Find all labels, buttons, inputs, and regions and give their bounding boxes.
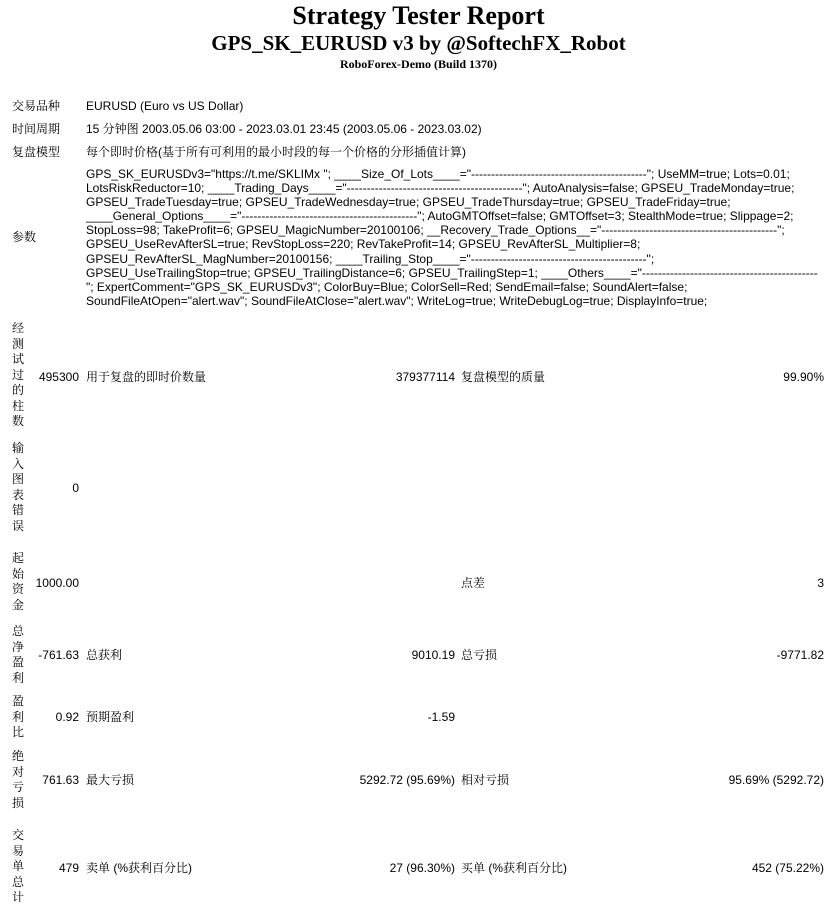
stat-label: 总净盈利 bbox=[11, 624, 24, 685]
stat-value-3: 95.69% (5292.72) bbox=[728, 773, 824, 787]
stat-label: 绝对亏损 bbox=[11, 749, 24, 810]
stat-label-3: 总亏损 bbox=[461, 648, 498, 662]
symbol-label: 交易品种 bbox=[12, 99, 61, 113]
stat-label: 盈利比 bbox=[11, 694, 24, 739]
stat-label-2: 预期盈利 bbox=[86, 710, 135, 724]
stat-value: 0.92 bbox=[55, 710, 79, 724]
stat-value-3: 452 (75.22%) bbox=[751, 861, 824, 875]
symbol-value: EURUSD (Euro vs US Dollar) bbox=[86, 99, 244, 113]
model-value: 每个即时价格(基于所有可利用的最小时段的每一个价格的分形插值计算) bbox=[86, 145, 466, 159]
stat-label: 输入图表错误 bbox=[11, 441, 24, 533]
stat-label-3: 点差 bbox=[461, 576, 486, 590]
server-build: RoboForex-Demo (Build 1370) bbox=[339, 57, 498, 71]
stat-value-3: -9771.82 bbox=[776, 648, 824, 662]
stat-value: 1000.00 bbox=[35, 576, 79, 590]
report-title: Strategy Tester Report bbox=[292, 1, 545, 30]
period-value: 15 分钟图 2003.05.06 03:00 - 2023.03.01 23:45 (2003.05.06 - 2023.03.02) bbox=[86, 122, 482, 136]
period-label: 时间周期 bbox=[12, 122, 61, 136]
stat-value-2: -1.59 bbox=[427, 710, 455, 724]
stat-value-2: 379377114 bbox=[395, 370, 455, 384]
stat-value-3: 99.90% bbox=[783, 370, 824, 384]
stat-value-2: 9010.19 bbox=[411, 648, 455, 662]
stat-value: 479 bbox=[58, 861, 79, 875]
params-label: 参数 bbox=[12, 230, 37, 244]
stat-label-3: 相对亏损 bbox=[461, 773, 510, 787]
stat-label-2: 用于复盘的即时价数量 bbox=[86, 370, 207, 384]
stat-label: 经测试过的柱数 bbox=[11, 321, 24, 428]
stat-label-2: 最大亏损 bbox=[86, 773, 135, 787]
model-label: 复盘模型 bbox=[12, 145, 61, 159]
stat-label-2: 卖单 (%获利百分比) bbox=[86, 861, 192, 875]
stat-label: 交易单总计 bbox=[11, 828, 24, 904]
stat-value: 0 bbox=[72, 481, 79, 495]
stat-value-3: 3 bbox=[817, 576, 824, 590]
stat-value: -761.63 bbox=[38, 648, 79, 662]
report-subtitle: GPS_SK_EURUSD v3 by @SoftechFX_Robot bbox=[211, 31, 626, 55]
stat-value-2: 27 (96.30%) bbox=[389, 861, 455, 875]
stat-label: 起始资金 bbox=[11, 551, 24, 612]
stat-label-2: 总获利 bbox=[86, 648, 123, 662]
stat-value: 761.63 bbox=[42, 773, 79, 787]
stat-value-2: 5292.72 (95.69%) bbox=[359, 773, 455, 787]
params-value: GPS_SK_EURUSDv3="https://t.me/SKLIMx "; ____Size_Of_Lots____="--------------------------------------------"; UseMM=true; Lots=0.01; LotsRiskReductor=10; ____Trading_Days____="--------------------------------------------"; AutoAnalysis=false; GPSEU_TradeMonday=true; GPSEU_TradeTuesday=true; GPSEU_TradeWednesday=true; GPSEU_TradeThursday=true; GPSEU_TradeFriday=true; ____General_Options____="--------------------------------------------"; AutoGMTOffset=false; GMTOffset=3; StealthMode=true; Slippage=2; StopLoss=98; TakeProfit=6; GPSEU_MagicNumber=20100106; __Recovery_Trade_Options__="--------------------------------------------"; GPSEU_UseRevAfterSL=true; RevStopLoss=220; RevTakeProfit=14; GPSEU_RevAfterSL_Multiplier=8; GPSEU_RevAfterSL_MagNumber=20100156; ____Trailing_Stop____="--------------------------------------------"; GPSEU_UseTrailingStop=true; GPSEU_TrailingDistance=6; GPSEU_TrailingStep=1; ____Others____="-------------------------------------------- "; ExpertComment="GPS_SK_EURUSDv3"; ColorBuy=Blue; ColorSell=Red; SendEmail=false; SoundAlert=false; SoundFileAtOpen="alert.wav"; SoundFileAtClose="alert.wav"; WriteLog=true; WriteDebugLog=true; DisplayInfo=true; bbox=[86, 167, 818, 308]
stat-label-3: 复盘模型的质量 bbox=[461, 370, 546, 384]
stat-value: 495300 bbox=[38, 370, 79, 384]
stat-label-3: 买单 (%获利百分比) bbox=[461, 861, 567, 875]
